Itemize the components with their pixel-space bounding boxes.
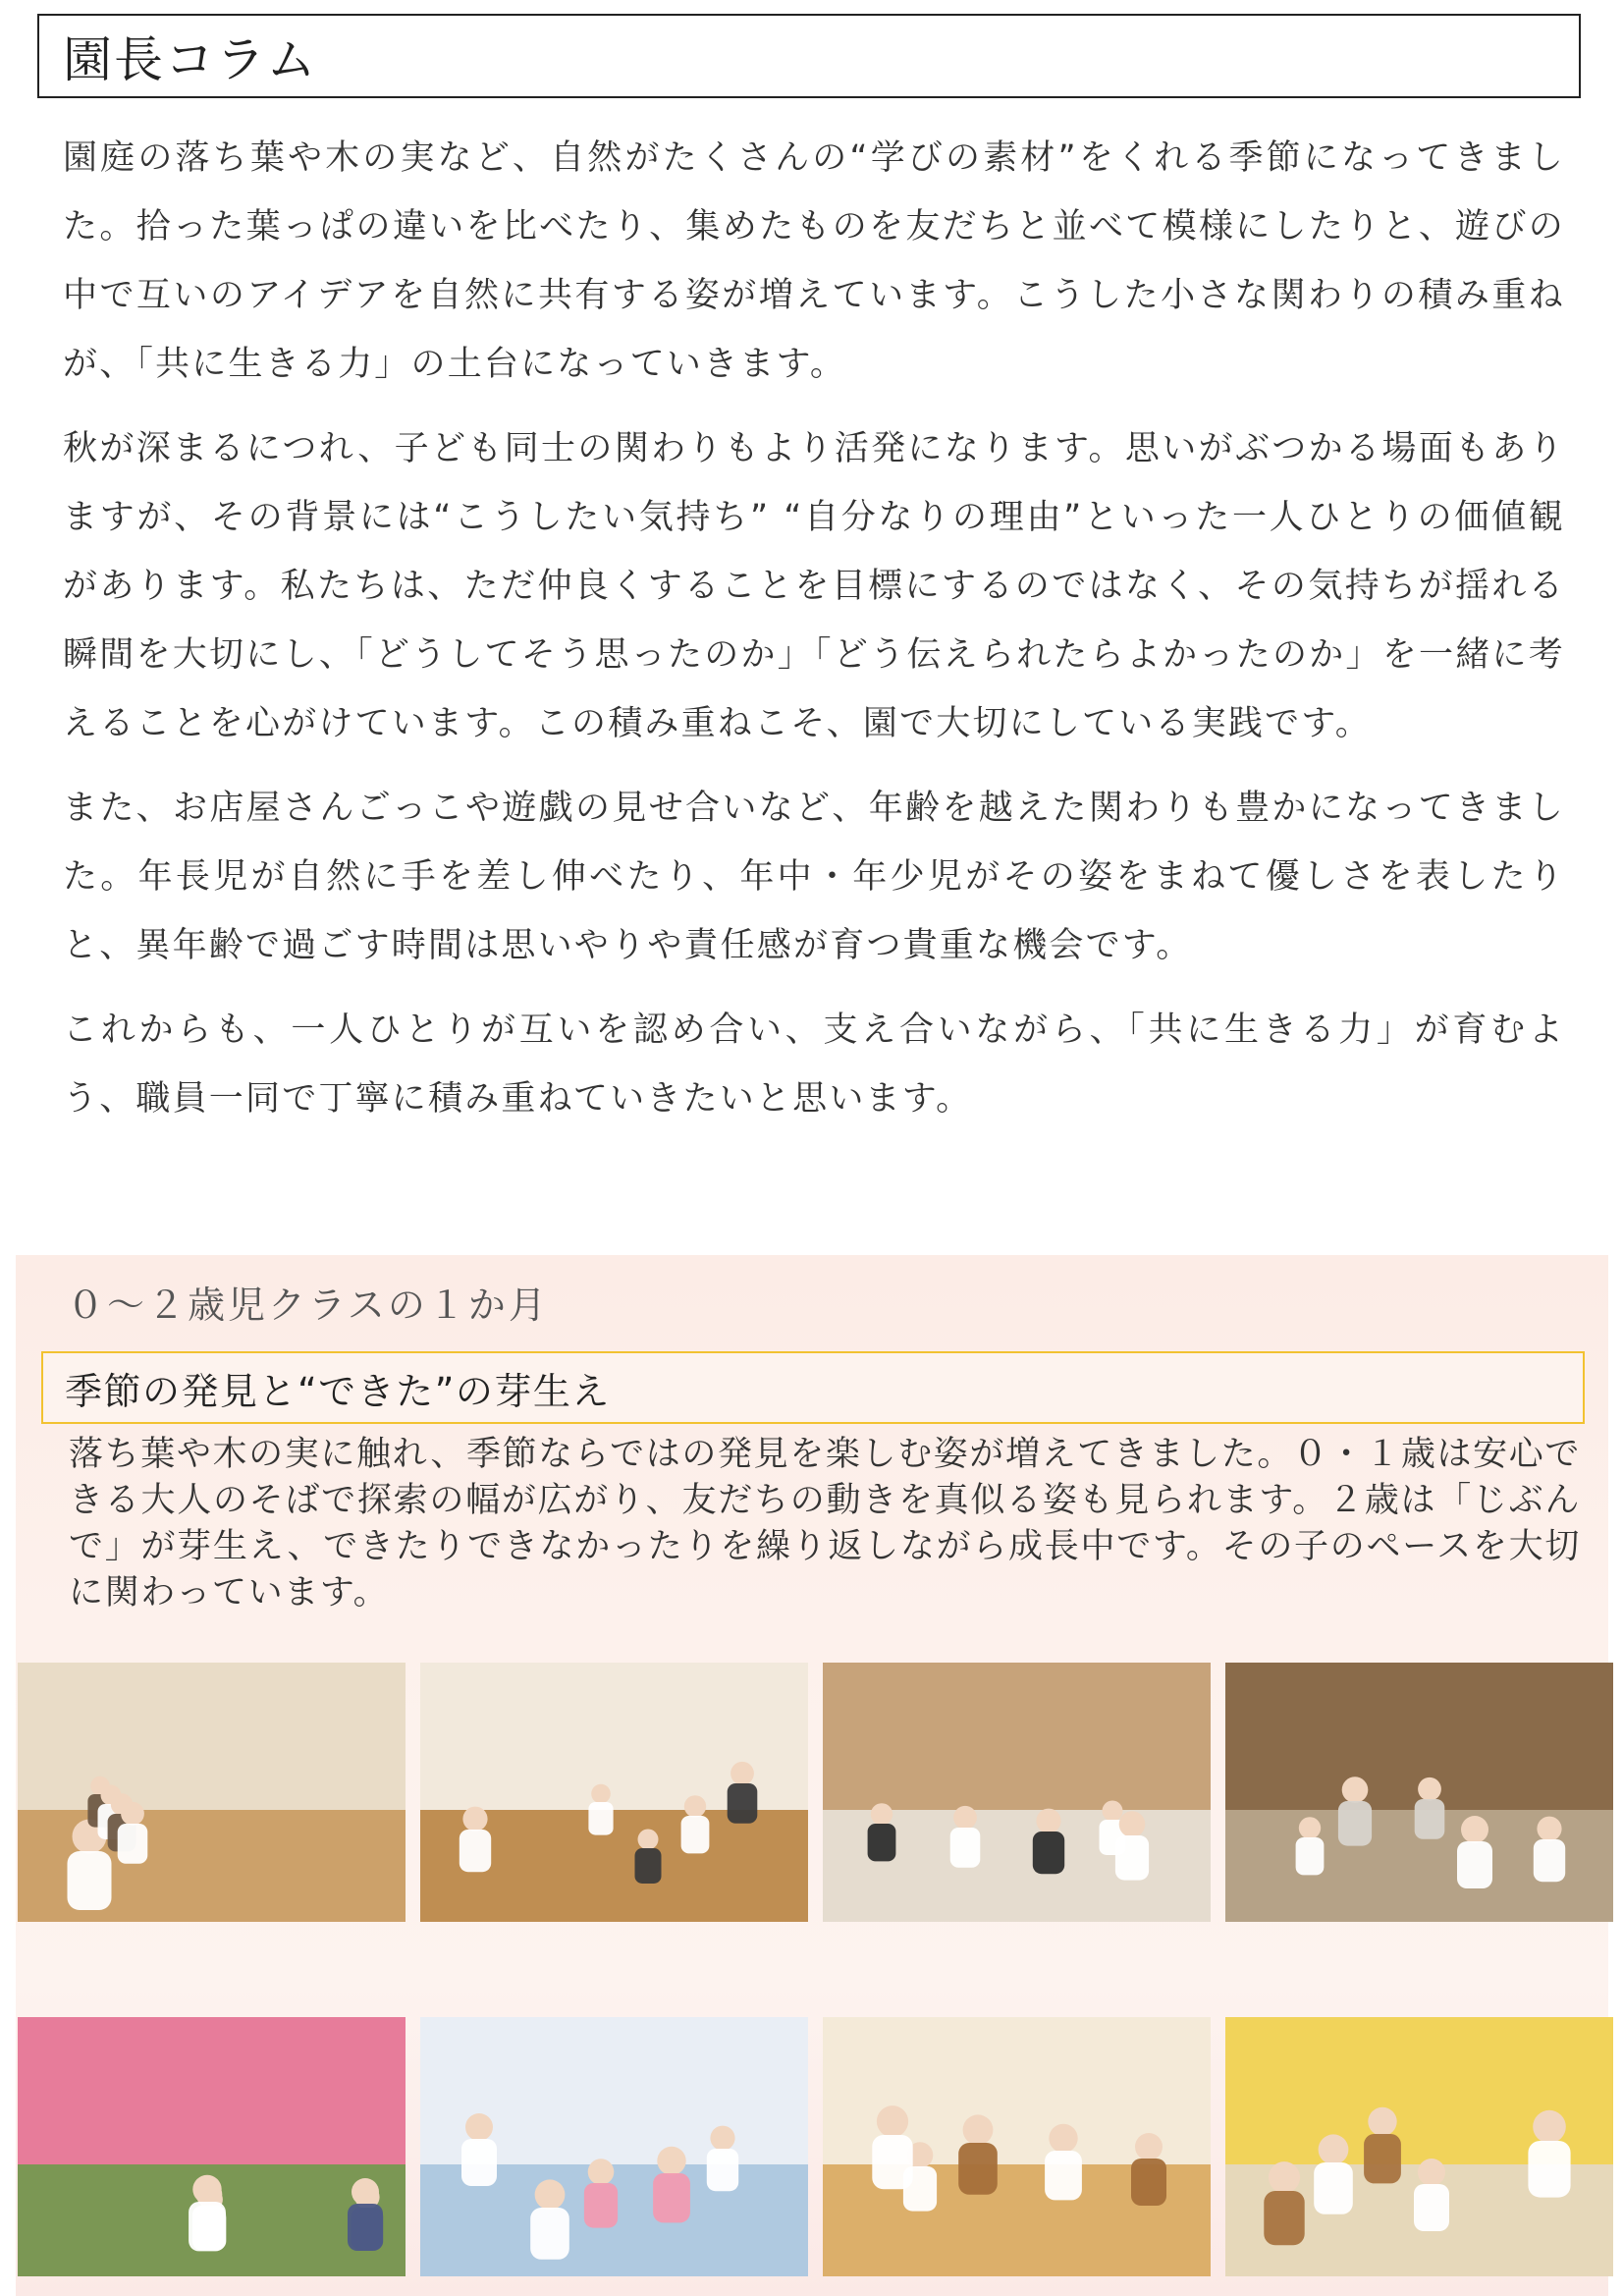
photo-figure-head	[877, 2105, 908, 2137]
photo-indoor-hall-training	[18, 1663, 406, 1922]
photo-figure-head	[684, 1795, 706, 1817]
photo-grid	[18, 1255, 1608, 2296]
photo-image	[420, 1663, 808, 1922]
photo-figure-head	[963, 2114, 994, 2145]
photo-figure-head	[1119, 1811, 1146, 1837]
photo-teacher-child-outdoor	[18, 2017, 406, 2276]
photo-figure-body	[584, 2183, 618, 2228]
photo-headband-making	[1225, 2017, 1613, 2276]
photo-table-crafts	[823, 2017, 1211, 2276]
photo-cpr-practice	[420, 1663, 808, 1922]
photo-figure-body	[1296, 1837, 1325, 1875]
photo-figure-body	[1364, 2134, 1401, 2183]
photo-figure-head	[121, 1802, 144, 1826]
photo-figure-body	[1264, 2191, 1304, 2245]
photo-figure-body	[1033, 1831, 1064, 1874]
photo-figure-head	[1135, 2133, 1163, 2160]
photo-figure-body	[707, 2149, 738, 2191]
photo-figure-body	[189, 2202, 226, 2251]
photo-figure-body	[461, 2139, 497, 2186]
photo-figure-head	[462, 1807, 487, 1831]
photo-figure-head	[1269, 2161, 1300, 2193]
photo-figure-body	[1534, 1839, 1565, 1882]
photo-tunnel-play	[420, 2017, 808, 2276]
photo-figure-body	[1338, 1801, 1372, 1846]
photo-figure-head	[465, 2113, 493, 2141]
photo-figure-body	[460, 1830, 491, 1872]
photo-figure-head	[871, 1803, 893, 1825]
photo-figure-head	[192, 2175, 221, 2204]
photo-image	[823, 2017, 1211, 2276]
column-paragraph: また、お店屋さんごっこや遊戯の見せ合いなど、年齢を越えた関わりも豊かになってきました。年長児が自然に手を差し伸べたり、年中・年少児がその姿をまねて優しさを表したりと、異年齢で過ごす時間は思いやりや責任感が育つ貴重な機会です。	[63, 789, 1565, 965]
column-body	[63, 124, 1565, 1149]
photo-figure-head	[730, 1762, 754, 1785]
photo-figure-body	[1528, 2141, 1570, 2198]
photo-figure-head	[1036, 1809, 1060, 1833]
class-subtitle: 季節の発見と“できた”の芽生え	[65, 1369, 611, 1413]
column-title-box	[37, 14, 1581, 98]
photo-schoolyard-play	[1225, 1663, 1613, 1922]
photo-figure-head	[953, 1806, 977, 1830]
photo-figure-body	[118, 1824, 148, 1864]
photo-figure-head	[1461, 1816, 1488, 1843]
class-section	[16, 1255, 1608, 2296]
column-paragraph: 園庭の落ち葉や木の実など、自然がたくさんの“学びの素材”をくれる季節になってきました。拾った葉っぱの違いを比べたり、集めたものを友だちと並べて模様にしたりと、遊びの中で互いのアイデアを自然に共有する姿が増えています。こうした小さな関わりの積み重ねが、「共に生きる力」の土台になっていきます。	[63, 138, 1565, 384]
photo-figure-body	[1131, 2159, 1166, 2206]
photo-figure-body	[588, 1802, 613, 1835]
photo-image	[823, 1663, 1211, 1922]
photo-figure-body	[950, 1828, 981, 1868]
photo-figure-body	[1115, 1835, 1149, 1881]
photo-figure-body	[681, 1816, 710, 1853]
photo-figure-head	[1049, 2124, 1077, 2153]
photo-figure-body	[1415, 1799, 1445, 1839]
photo-figure-body	[653, 2173, 690, 2222]
photo-image	[420, 2017, 808, 2276]
photo-figure-head	[1533, 2110, 1566, 2144]
photo-image	[1225, 1663, 1613, 1922]
photo-figure-head	[1103, 1801, 1123, 1822]
photo-figure-head	[638, 1830, 659, 1850]
photo-figure-head	[352, 2178, 379, 2206]
photo-figure-body	[348, 2204, 383, 2251]
photo-image	[1225, 2017, 1613, 2276]
photo-figure-head	[710, 2126, 734, 2151]
photo-figure-body	[958, 2143, 998, 2195]
photo-figure-body	[530, 2208, 569, 2260]
photo-figure-head	[1368, 2107, 1396, 2136]
photo-box-play	[823, 1663, 1211, 1922]
photo-image	[18, 2017, 406, 2276]
photo-figure-head	[535, 2179, 566, 2210]
photo-figure-head	[1342, 1777, 1369, 1803]
photo-figure-body	[728, 1783, 758, 1824]
photo-figure-body	[872, 2135, 912, 2189]
photo-figure-body	[68, 1851, 112, 1910]
column-paragraph: 秋が深まるにつれ、子ども同士の関わりもより活発になります。思いがぶつかる場面もありますが、その背景には“こうしたい気持ち” “自分なりの理由”といった一人ひとりの価値観があります。私たちは、ただ仲良くすることを目標にするのではなく、その気持ちが揺れる瞬間を大切にし、「どうしてそう思ったのか」「どう伝えられたらよかったのか」を一緒に考えることを心がけています。この積み重ねこそ、園で大切にしている実践です。	[63, 429, 1565, 743]
class-description: 落ち葉や木の実に触れ、季節ならではの発見を楽しむ姿が増えてきました。０・１歳は安心できる大人のそばで探索の幅が広がり、友だちの動きを真似る姿も見られます。２歳は「じぶんで」が芽生え、できたりできなかったりを繰り返しながら成長中です。その子のペースを大切に関わっています。	[69, 1435, 1581, 1613]
photo-figure-head	[588, 2159, 615, 2185]
photo-image	[18, 1663, 406, 1922]
class-section-title: ０～２歳児クラスの１か月	[67, 1284, 549, 1327]
photo-figure-head	[1299, 1817, 1321, 1838]
column-paragraph: これからも、一人ひとりが互いを認め合い、支え合いながら、「共に生きる力」が育むよう、職員一同で丁寧に積み重ねていきたいと思います。	[63, 1011, 1565, 1119]
column-title: 園長コラム	[63, 31, 318, 88]
photo-figure-head	[1418, 1777, 1441, 1801]
photo-figure-body	[1314, 2162, 1353, 2214]
photo-figure-head	[591, 1784, 611, 1804]
photo-figure-body	[1457, 1841, 1492, 1888]
photo-figure-head	[657, 2147, 685, 2175]
photo-figure-body	[868, 1824, 896, 1861]
photo-figure-body	[635, 1848, 662, 1884]
photo-figure-body	[1045, 2151, 1082, 2200]
photo-figure-head	[1319, 2134, 1349, 2164]
photo-figure-head	[1537, 1817, 1561, 1841]
photo-figure-body	[1414, 2184, 1449, 2231]
photo-figure-head	[1418, 2159, 1445, 2186]
